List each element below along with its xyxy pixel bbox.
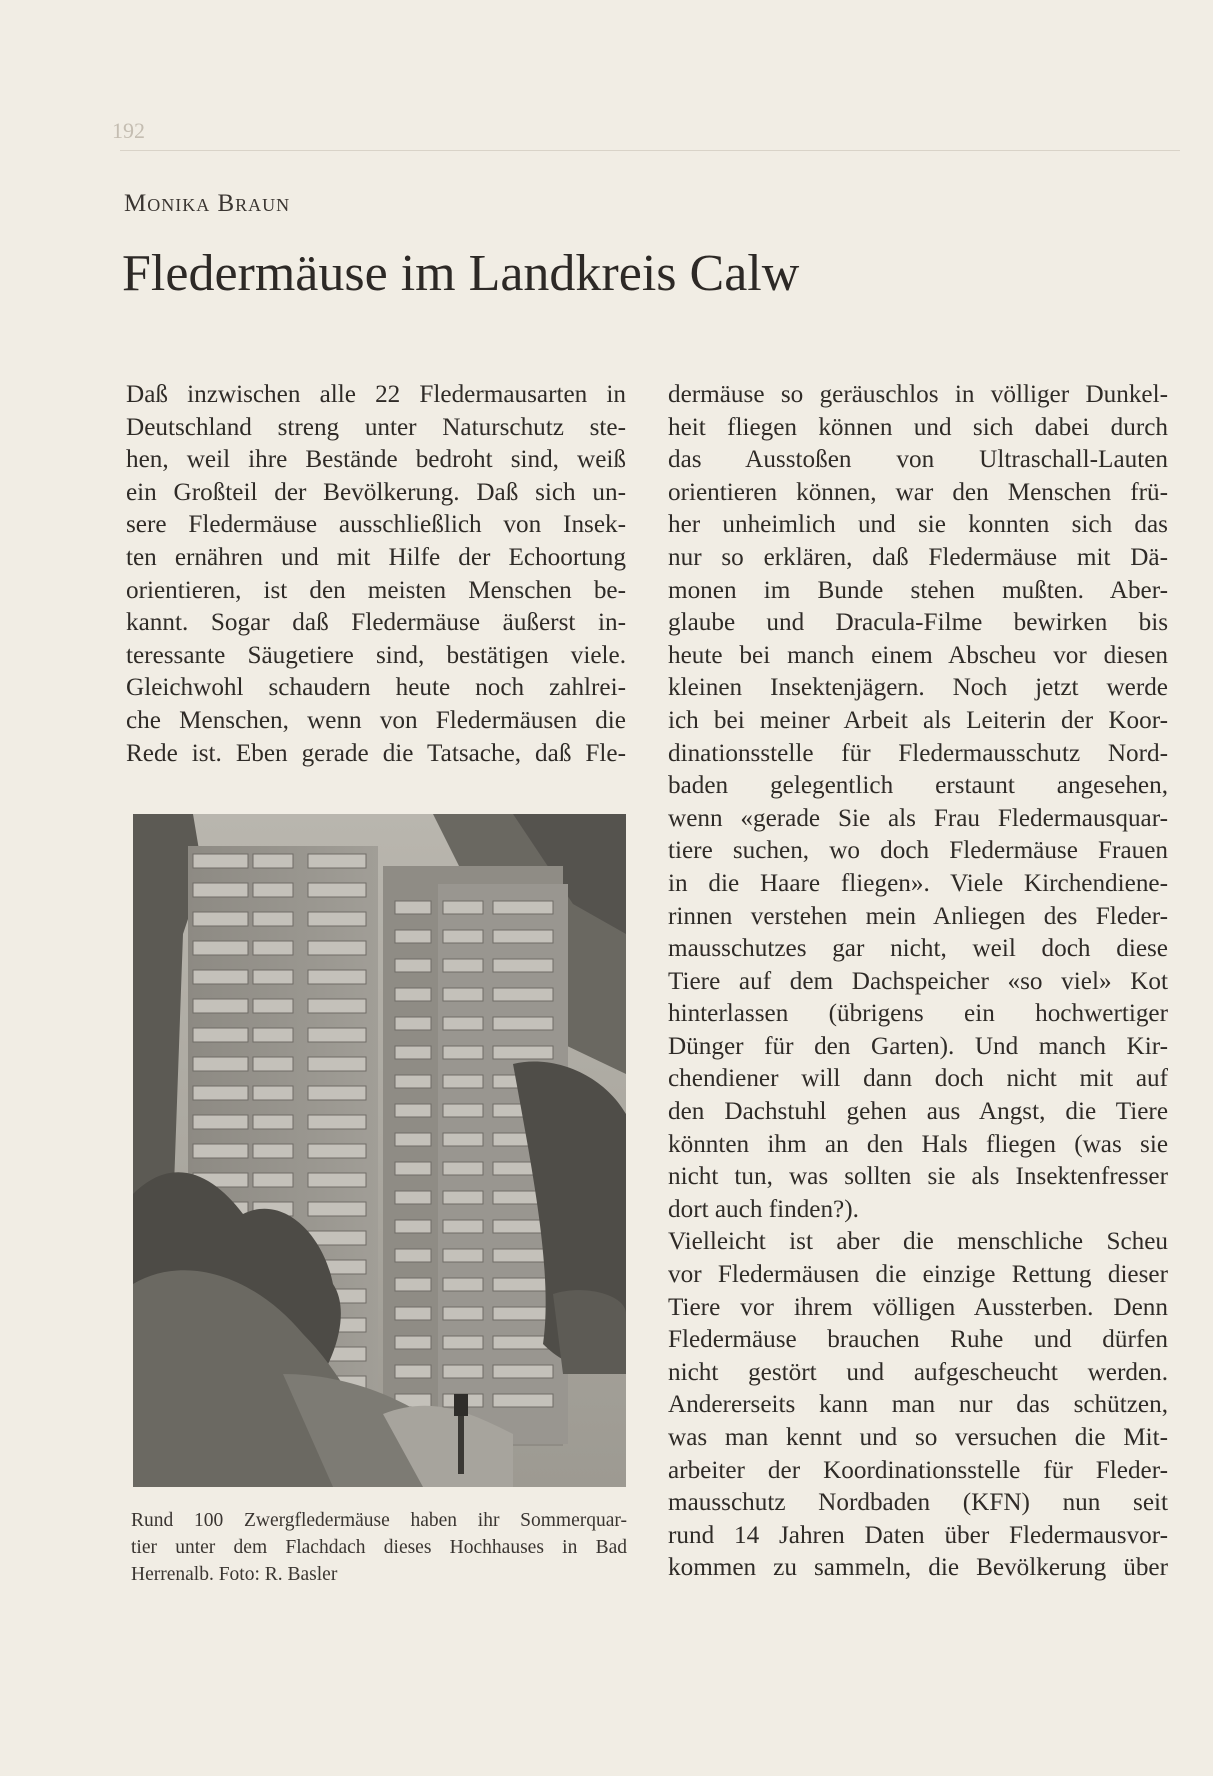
right-column-line: in die Haare fliegen». Viele Kirchendiene-	[668, 869, 1168, 897]
left-column-line: che Menschen, wenn von Fledermäusen die	[126, 706, 626, 734]
article-author: Monika Braun	[124, 190, 291, 217]
right-column-line: Dünger für den Garten). Und manch Kir-	[668, 1032, 1168, 1060]
photo-illustration	[133, 814, 626, 1487]
caption-line: tier unter dem Flachdach dieses Hochhauses in Bad	[131, 1536, 627, 1558]
right-column-line: mausschutzes gar nicht, weil doch diese	[668, 935, 1168, 963]
right-column-line: kleinen Insektenjägern. Noch jetzt werde	[668, 674, 1168, 702]
left-column-line: Rede ist. Eben gerade die Tatsache, daß Fle-	[126, 739, 626, 767]
caption-line: Herrenalb. Foto: R. Basler	[131, 1563, 338, 1585]
right-column-line: glaube und Dracula-Filme bewirken bis	[668, 609, 1168, 637]
left-column-line: Deutschland streng unter Naturschutz ste-	[126, 413, 626, 441]
left-column-line: hen, weil ihre Bestände bedroht sind, weiß	[126, 446, 626, 474]
right-column-line: baden gelegentlich erstaunt angesehen,	[668, 772, 1168, 800]
right-column-line: orientieren können, war den Menschen frü-	[668, 478, 1168, 506]
body-column-right	[668, 379, 1168, 1585]
article-title: Fledermäuse im Landkreis Calw	[122, 245, 800, 302]
left-column-line: teressante Säugetiere sind, bestätigen viele.	[126, 641, 626, 669]
right-column-line: heit fliegen können und sich dabei durch	[668, 413, 1168, 441]
right-column-line: kommen zu sammeln, die Bevölkerung über	[668, 1554, 1168, 1582]
apartment-building-photo-icon	[133, 814, 626, 1487]
left-column-line: ten ernähren und mit Hilfe der Echoortung	[126, 543, 626, 571]
body-column-left	[126, 379, 626, 770]
left-column-line: orientieren, ist den meisten Menschen be-	[126, 576, 626, 604]
right-column-line: das Ausstoßen von Ultraschall-Lauten	[668, 446, 1168, 474]
right-column-line: chendiener will dann doch nicht mit auf	[668, 1065, 1168, 1093]
right-column-line: her unheimlich und sie konnten sich das	[668, 511, 1168, 539]
right-column-line: was man kennt und so versuchen die Mit-	[668, 1424, 1168, 1451]
right-column-line: monen im Bunde stehen mußten. Aber-	[668, 576, 1168, 604]
right-column-line: nicht tun, was sollten sie als Insektenfresser	[668, 1163, 1168, 1191]
right-column-line: hinterlassen (übrigens ein hochwertiger	[668, 1000, 1168, 1028]
right-column-line: nur so erklären, daß Fledermäuse mit Dä-	[668, 543, 1168, 571]
header-rule	[120, 150, 1180, 151]
left-column-line: kannt. Sogar daß Fledermäuse äußerst in-	[126, 609, 626, 637]
right-column-line: dinationsstelle für Fledermausschutz Nord-	[668, 739, 1168, 767]
page-number: 192	[112, 118, 145, 143]
right-column-line: nicht gestört und aufgescheucht werden.	[668, 1358, 1168, 1386]
left-column-line: Daß inzwischen alle 22 Fledermausarten in	[126, 381, 626, 408]
caption-line: Rund 100 Zwergfledermäuse haben ihr Sommerquar-	[131, 1510, 627, 1531]
right-column-line: rinnen verstehen mein Anliegen des Fleder-	[668, 902, 1168, 930]
right-column-line: tiere suchen, wo doch Fledermäuse Frauen	[668, 837, 1168, 865]
right-column-line: vor Fledermäusen die einzige Rettung dieser	[668, 1261, 1168, 1289]
right-column-line: dort auch finden?).	[668, 1195, 859, 1223]
right-column-line: Andererseits kann man nur das schützen,	[668, 1391, 1168, 1419]
left-column-line: ein Großteil der Bevölkerung. Daß sich un-	[126, 478, 626, 506]
right-column-line: könnten ihm an den Hals fliegen (was sie	[668, 1130, 1168, 1158]
right-column-line: ich bei meiner Arbeit als Leiterin der Koor-	[668, 706, 1168, 734]
right-column-line: den Dachstuhl gehen aus Angst, die Tiere	[668, 1098, 1168, 1126]
right-column-line: Tiere vor ihrem völligen Aussterben. Denn	[668, 1293, 1168, 1321]
right-column-line: mausschutz Nordbaden (KFN) nun seit	[668, 1489, 1168, 1517]
photo-caption	[131, 1508, 627, 1588]
right-column-line: rund 14 Jahren Daten über Fledermausvor-	[668, 1521, 1168, 1549]
right-column-line: Vielleicht ist aber die menschliche Scheu	[668, 1228, 1168, 1256]
right-column-line: dermäuse so geräuschlos in völliger Dunkel-	[668, 381, 1168, 408]
right-column-line: heute bei manch einem Abscheu vor diesen	[668, 641, 1168, 669]
right-column-line: arbeiter der Koordinationsstelle für Fleder-	[668, 1456, 1168, 1484]
left-column-line: sere Fledermäuse ausschließlich von Insek-	[126, 511, 626, 539]
right-column-line: Tiere auf dem Dachspeicher «so viel» Kot	[668, 967, 1168, 995]
right-column-line: wenn «gerade Sie als Frau Fledermausquar-	[668, 804, 1168, 832]
left-column-line: Gleichwohl schaudern heute noch zahlrei-	[126, 674, 626, 702]
right-column-line: Fledermäuse brauchen Ruhe und dürfen	[668, 1326, 1168, 1354]
